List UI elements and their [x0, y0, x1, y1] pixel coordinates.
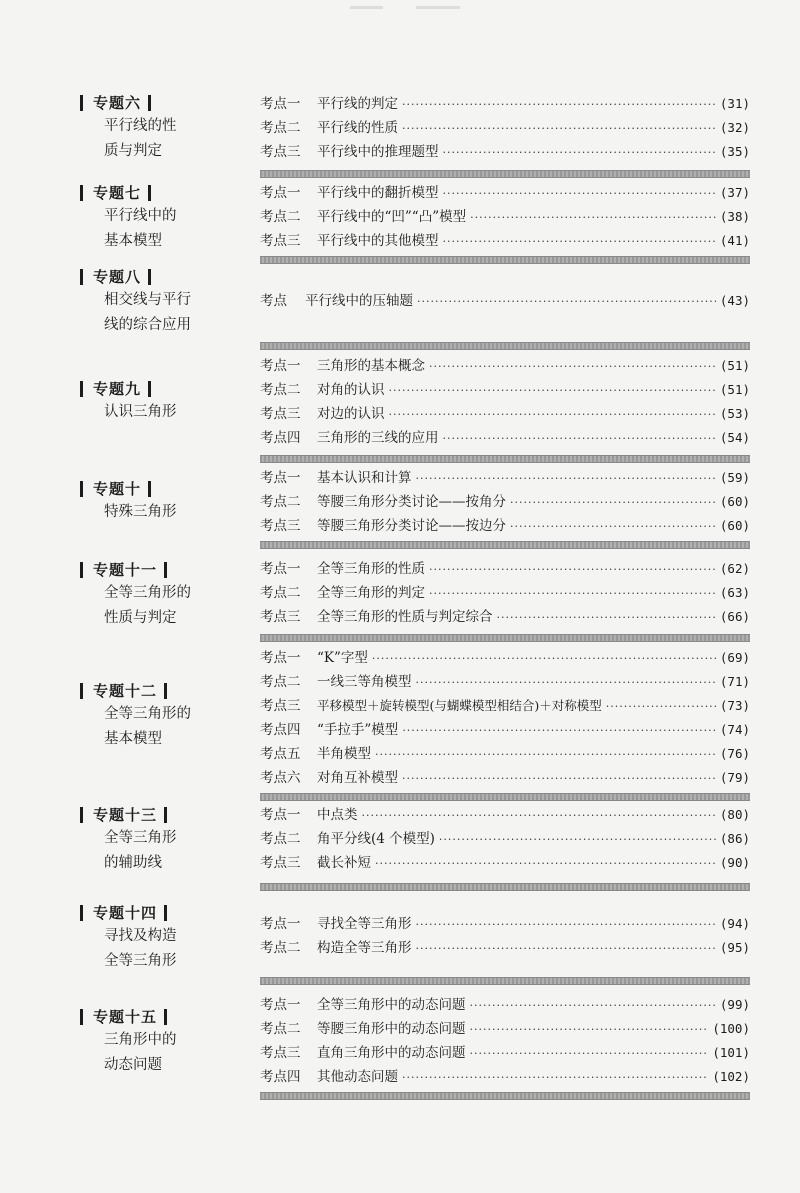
section-divider	[260, 977, 750, 985]
entry-list	[260, 557, 750, 629]
section-tag: 专题十五	[80, 1006, 230, 1028]
section-subtitle: 的辅助线	[104, 855, 162, 871]
section-subtitle: 全等三角形的	[104, 585, 191, 601]
toc-entry[interactable]: 考点三 等腰三角形分类讨论——按边分 ····· (60)	[260, 514, 750, 538]
top-scan-mark	[350, 6, 460, 9]
section-subtitle: 全等三角形	[104, 953, 177, 969]
section-subtitle: 基本模型	[104, 233, 162, 249]
toc-entry[interactable]: 考点三 平移模型＋旋转模型(与蝴蝶模型相结合)＋对称模型 ····· (73)	[260, 694, 750, 718]
section-tag: 专题九	[80, 378, 230, 400]
section-divider	[260, 170, 750, 178]
section-divider	[260, 793, 750, 801]
section-subtitle: 三角形中的	[104, 1032, 177, 1048]
section-subtitle: 相交线与平行	[104, 292, 191, 308]
section-divider	[260, 883, 750, 891]
section-divider	[260, 1092, 750, 1100]
section-tag: 专题十	[80, 478, 230, 500]
section-subtitle: 平行线的性	[104, 118, 177, 134]
entry-list	[260, 289, 750, 313]
toc-entry[interactable]: 考点一 三角形的基本概念 ····· (51)	[260, 354, 750, 378]
section-divider	[260, 634, 750, 642]
toc-entry[interactable]: 考点三 全等三角形的性质与判定综合 ····· (66)	[260, 605, 750, 629]
toc-entry[interactable]: 考点二 等腰三角形中的动态问题 ····· (100)	[260, 1017, 750, 1041]
toc-entry[interactable]: 考点二 平行线中的“凹”“凸”模型 ····· (38)	[260, 205, 750, 229]
toc-entry[interactable]: 考点四 三角形的三线的应用 ····· (54)	[260, 426, 750, 450]
toc-entry[interactable]: 考点六 对角互补模型 ····· (79)	[260, 766, 750, 790]
section-subtitle: 寻找及构造	[104, 928, 177, 944]
toc-entry[interactable]: 考点三 平行线中的推理题型 ····· (35)	[260, 140, 750, 164]
toc-entry[interactable]: 考点三 截长补短 ····· (90)	[260, 851, 750, 875]
entry-list	[260, 466, 750, 538]
toc-entry[interactable]: 考点二 等腰三角形分类讨论——按角分 ····· (60)	[260, 490, 750, 514]
toc-entry[interactable]: 考点二 全等三角形的判定 ····· (63)	[260, 581, 750, 605]
toc-entry[interactable]: 考点一 “K”字型 ····· (69)	[260, 646, 750, 670]
section-heading	[80, 182, 230, 254]
section-subtitle: 全等三角形	[104, 830, 177, 846]
section-subtitle: 质与判定	[104, 143, 162, 159]
section-subtitle: 特殊三角形	[104, 504, 177, 520]
toc-entry[interactable]: 考点一 全等三角形的性质 ····· (62)	[260, 557, 750, 581]
entry-list	[260, 646, 750, 790]
section-heading	[80, 1006, 230, 1078]
section-heading	[80, 478, 230, 525]
section-divider	[260, 455, 750, 463]
entry-list	[260, 181, 750, 253]
section-heading	[80, 378, 230, 425]
toc-entry[interactable]: 考点三 直角三角形中的动态问题 ····· (101)	[260, 1041, 750, 1065]
section-divider	[260, 342, 750, 350]
toc-entry[interactable]: 考点二 构造全等三角形 ····· (95)	[260, 936, 750, 960]
section-subtitle: 性质与判定	[104, 610, 177, 626]
section-tag: 专题十四	[80, 902, 230, 924]
section-tag: 专题十三	[80, 804, 230, 826]
section-divider	[260, 256, 750, 264]
entry-list	[260, 993, 750, 1089]
section-subtitle: 认识三角形	[104, 404, 177, 420]
section-heading	[80, 902, 230, 974]
section-subtitle: 全等三角形的	[104, 706, 191, 722]
section-tag: 专题十一	[80, 559, 230, 581]
section-divider	[260, 541, 750, 549]
toc-entry[interactable]: 考点三 对边的认识 ····· (53)	[260, 402, 750, 426]
entry-list	[260, 803, 750, 875]
section-tag: 专题七	[80, 182, 230, 204]
toc-entry[interactable]: 考点二 平行线的性质 ····· (32)	[260, 116, 750, 140]
toc-entry[interactable]: 考点一 基本认识和计算 ····· (59)	[260, 466, 750, 490]
toc-entry[interactable]: 考点三 平行线中的其他模型 ····· (41)	[260, 229, 750, 253]
entry-list	[260, 354, 750, 450]
toc-entry[interactable]: 考点二 角平分线(4 个模型) ····· (86)	[260, 827, 750, 851]
section-heading	[80, 266, 230, 338]
toc-entry[interactable]: 考点四 其他动态问题 ····· (102)	[260, 1065, 750, 1089]
toc-entry[interactable]: 考点一 全等三角形中的动态问题 ····· (99)	[260, 993, 750, 1017]
toc-entry[interactable]: 考点一 平行线的判定 ····· (31)	[260, 92, 750, 116]
toc-entry[interactable]: 考点 平行线中的压轴题 ····· (43)	[260, 289, 750, 313]
section-heading	[80, 92, 230, 164]
toc-entry[interactable]: 考点二 一线三等角模型 ····· (71)	[260, 670, 750, 694]
section-subtitle: 基本模型	[104, 731, 162, 747]
toc-entry[interactable]: 考点一 寻找全等三角形 ····· (94)	[260, 912, 750, 936]
toc-entry[interactable]: 考点一 平行线中的翻折模型 ····· (37)	[260, 181, 750, 205]
toc-entry[interactable]: 考点四 “手拉手”模型 ····· (74)	[260, 718, 750, 742]
section-subtitle: 线的综合应用	[104, 317, 191, 333]
section-heading	[80, 559, 230, 631]
entry-list	[260, 912, 750, 960]
toc-entry[interactable]: 考点一 中点类 ····· (80)	[260, 803, 750, 827]
section-tag: 专题八	[80, 266, 230, 288]
entry-list	[260, 92, 750, 164]
section-subtitle: 动态问题	[104, 1057, 162, 1073]
section-heading	[80, 680, 230, 752]
section-subtitle: 平行线中的	[104, 208, 177, 224]
section-tag: 专题六	[80, 92, 230, 114]
section-heading	[80, 804, 230, 876]
toc-entry[interactable]: 考点二 对角的认识 ····· (51)	[260, 378, 750, 402]
section-tag: 专题十二	[80, 680, 230, 702]
toc-entry[interactable]: 考点五 半角模型 ····· (76)	[260, 742, 750, 766]
